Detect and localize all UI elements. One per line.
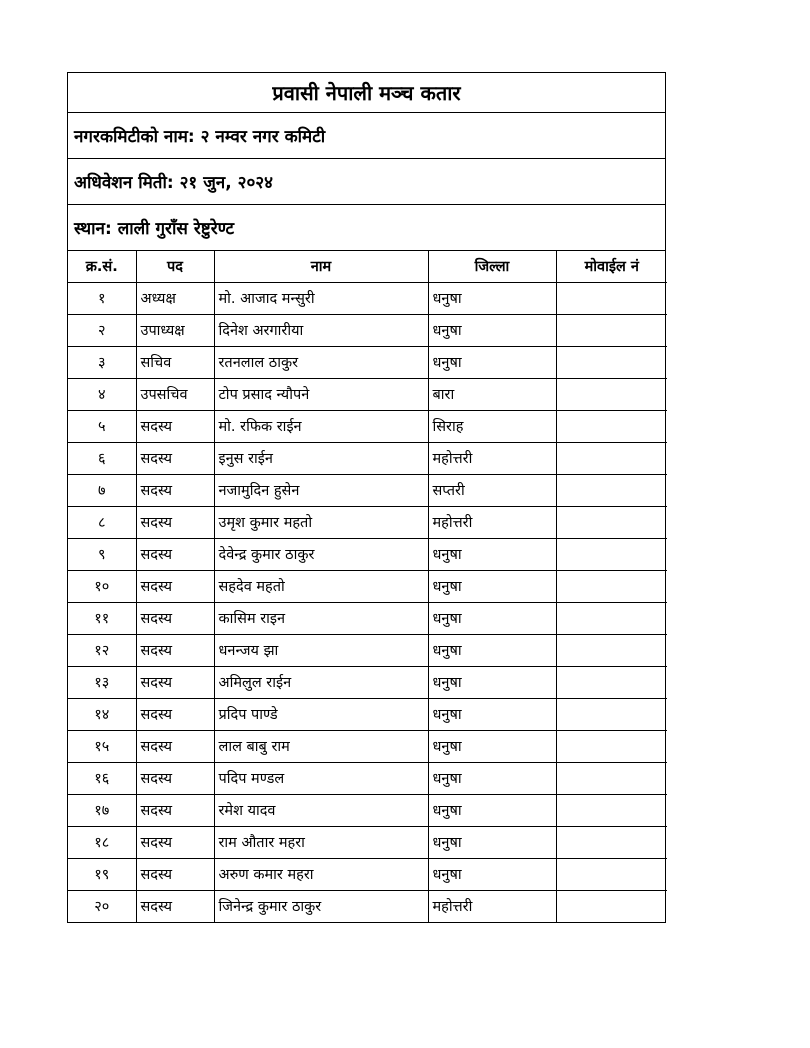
- serial-number-cell: ६: [68, 442, 136, 474]
- table-row: [68, 794, 667, 826]
- column-header-mobile: मोवाईल नं: [556, 251, 667, 282]
- committee-name-row: [68, 113, 665, 159]
- name-cell: कासिम राइन: [214, 602, 428, 634]
- serial-number-cell: ७: [68, 474, 136, 506]
- post-cell: उपाध्यक्ष: [136, 314, 214, 346]
- name-cell: देवेन्द्र कुमार ठाकुर: [214, 538, 428, 570]
- district-cell: धनुषा: [428, 730, 556, 762]
- post-cell: सदस्य: [136, 762, 214, 794]
- post-cell: सदस्य: [136, 698, 214, 730]
- post-cell: सदस्य: [136, 506, 214, 538]
- district-cell: महोत्तरी: [428, 506, 556, 538]
- serial-number-cell: ३: [68, 346, 136, 378]
- district-cell: धनुषा: [428, 314, 556, 346]
- column-header-name: नाम: [214, 251, 428, 282]
- members-table: [68, 251, 667, 922]
- table-row: [68, 346, 667, 378]
- post-cell: सदस्य: [136, 826, 214, 858]
- mobile-cell: [556, 858, 667, 890]
- name-cell: टोप प्रसाद न्यौपने: [214, 378, 428, 410]
- post-cell: सदस्य: [136, 730, 214, 762]
- serial-number-cell: १२: [68, 634, 136, 666]
- table-row: [68, 538, 667, 570]
- table-row: [68, 506, 667, 538]
- serial-number-cell: १५: [68, 730, 136, 762]
- name-cell: उमृश कुमार महतो: [214, 506, 428, 538]
- name-cell: दिनेश अरगारीया: [214, 314, 428, 346]
- serial-number-cell: २: [68, 314, 136, 346]
- name-cell: इनुस राईन: [214, 442, 428, 474]
- table-row: [68, 826, 667, 858]
- name-cell: रमेश यादव: [214, 794, 428, 826]
- table-row: [68, 378, 667, 410]
- session-date-value: २१ जुन, २०२४: [179, 173, 273, 193]
- name-cell: रतनलाल ठाकुर: [214, 346, 428, 378]
- district-cell: धनुषा: [428, 346, 556, 378]
- mobile-cell: [556, 282, 667, 314]
- serial-number-cell: ८: [68, 506, 136, 538]
- mobile-cell: [556, 378, 667, 410]
- serial-number-cell: १०: [68, 570, 136, 602]
- table-row: [68, 442, 667, 474]
- venue-label: स्थान:: [74, 219, 112, 239]
- post-cell: अध्यक्ष: [136, 282, 214, 314]
- district-cell: धनुषा: [428, 634, 556, 666]
- post-cell: सदस्य: [136, 570, 214, 602]
- mobile-cell: [556, 826, 667, 858]
- name-cell: लाल बाबु राम: [214, 730, 428, 762]
- serial-number-cell: १: [68, 282, 136, 314]
- post-cell: सदस्य: [136, 890, 214, 922]
- post-cell: सदस्य: [136, 410, 214, 442]
- committee-name-label: नगरकमिटीको नाम:: [74, 127, 195, 147]
- district-cell: धनुषा: [428, 826, 556, 858]
- district-cell: धनुषा: [428, 602, 556, 634]
- table-row: [68, 410, 667, 442]
- district-cell: सिराह: [428, 410, 556, 442]
- members-table-body: [68, 282, 667, 922]
- serial-number-cell: १३: [68, 666, 136, 698]
- name-cell: अमिलुल राईन: [214, 666, 428, 698]
- table-row: [68, 858, 667, 890]
- serial-number-cell: १७: [68, 794, 136, 826]
- name-cell: प्रदिप पाण्डे: [214, 698, 428, 730]
- mobile-cell: [556, 666, 667, 698]
- district-cell: धनुषा: [428, 666, 556, 698]
- post-cell: सदस्य: [136, 602, 214, 634]
- district-cell: महोत्तरी: [428, 442, 556, 474]
- table-row: [68, 666, 667, 698]
- post-cell: सदस्य: [136, 666, 214, 698]
- mobile-cell: [556, 698, 667, 730]
- serial-number-cell: १४: [68, 698, 136, 730]
- venue-row: [68, 205, 665, 251]
- district-cell: धनुषा: [428, 858, 556, 890]
- mobile-cell: [556, 634, 667, 666]
- table-row: [68, 634, 667, 666]
- mobile-cell: [556, 890, 667, 922]
- name-cell: जिनेन्द्र कुमार ठाकुर: [214, 890, 428, 922]
- table-row: [68, 762, 667, 794]
- name-cell: पदिप मण्डल: [214, 762, 428, 794]
- mobile-cell: [556, 410, 667, 442]
- session-date-row: [68, 159, 665, 205]
- name-cell: सहदेव महतो: [214, 570, 428, 602]
- mobile-cell: [556, 794, 667, 826]
- table-row: [68, 602, 667, 634]
- column-header-post: पद: [136, 251, 214, 282]
- mobile-cell: [556, 314, 667, 346]
- table-row: [68, 890, 667, 922]
- mobile-cell: [556, 762, 667, 794]
- mobile-cell: [556, 506, 667, 538]
- district-cell: धनुषा: [428, 538, 556, 570]
- district-cell: धनुषा: [428, 762, 556, 794]
- post-cell: सचिव: [136, 346, 214, 378]
- post-cell: उपसचिव: [136, 378, 214, 410]
- mobile-cell: [556, 474, 667, 506]
- serial-number-cell: १८: [68, 826, 136, 858]
- district-cell: धनुषा: [428, 698, 556, 730]
- district-cell: धनुषा: [428, 570, 556, 602]
- district-cell: धनुषा: [428, 282, 556, 314]
- table-row: [68, 474, 667, 506]
- table-row: [68, 570, 667, 602]
- district-cell: महोत्तरी: [428, 890, 556, 922]
- serial-number-cell: ४: [68, 378, 136, 410]
- post-cell: सदस्य: [136, 474, 214, 506]
- table-row: [68, 730, 667, 762]
- session-date-label: अधिवेशन मिती:: [74, 173, 174, 193]
- post-cell: सदस्य: [136, 442, 214, 474]
- column-header-district: जिल्ला: [428, 251, 556, 282]
- serial-number-cell: २०: [68, 890, 136, 922]
- mobile-cell: [556, 538, 667, 570]
- district-cell: धनुषा: [428, 794, 556, 826]
- post-cell: सदस्य: [136, 858, 214, 890]
- mobile-cell: [556, 442, 667, 474]
- mobile-cell: [556, 730, 667, 762]
- serial-number-cell: १९: [68, 858, 136, 890]
- name-cell: मो. रफिक राईन: [214, 410, 428, 442]
- name-cell: नजामुदिन हुसेन: [214, 474, 428, 506]
- table-row: [68, 314, 667, 346]
- column-header-sn: क्र.सं.: [68, 251, 136, 282]
- serial-number-cell: ९: [68, 538, 136, 570]
- district-cell: बारा: [428, 378, 556, 410]
- table-row: [68, 698, 667, 730]
- serial-number-cell: ५: [68, 410, 136, 442]
- serial-number-cell: ११: [68, 602, 136, 634]
- post-cell: सदस्य: [136, 794, 214, 826]
- venue-value: लाली गुराँस रेष्टुरेण्ट: [117, 219, 235, 239]
- post-cell: सदस्य: [136, 538, 214, 570]
- name-cell: धनन्जय झा: [214, 634, 428, 666]
- name-cell: राम औतार महरा: [214, 826, 428, 858]
- table-row: [68, 282, 667, 314]
- name-cell: मो. आजाद मन्सुरी: [214, 282, 428, 314]
- post-cell: सदस्य: [136, 634, 214, 666]
- document-title: प्रवासी नेपाली मञ्च कतार: [68, 73, 665, 113]
- table-header-row: [68, 251, 667, 282]
- mobile-cell: [556, 570, 667, 602]
- district-cell: सप्तरी: [428, 474, 556, 506]
- name-cell: अरुण कमार महरा: [214, 858, 428, 890]
- serial-number-cell: १६: [68, 762, 136, 794]
- mobile-cell: [556, 346, 667, 378]
- committee-name-value: २ नम्वर नगर कमिटी: [200, 127, 326, 147]
- committee-document: [67, 72, 666, 923]
- mobile-cell: [556, 602, 667, 634]
